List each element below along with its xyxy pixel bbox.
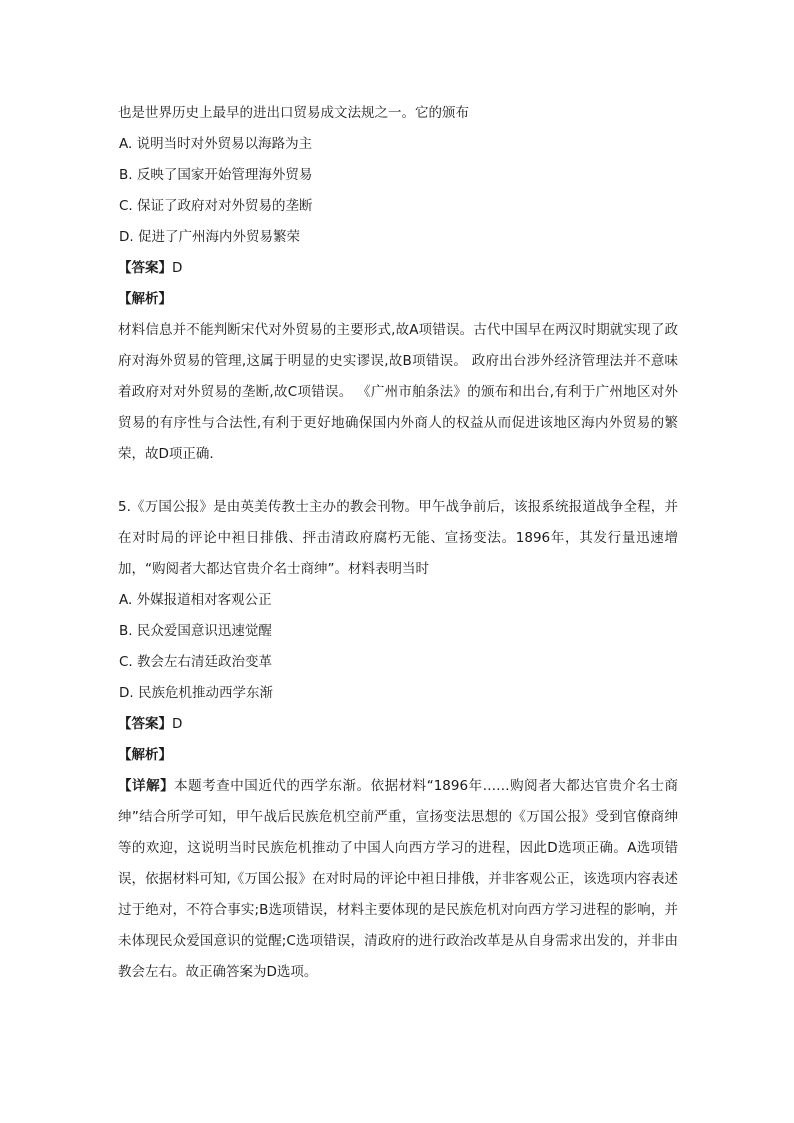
q4-answer-value: D: [172, 260, 183, 276]
q5-option-b: B. 民众爱国意识迅速觉醒: [119, 623, 272, 639]
q4-analysis-text: 材料信息并不能判断宋代对外贸易的主要形式,故A项错误。古代中国早在两汉时期就实现了政府对海外贸易的管理,这属于明显的史实谬误,故B项错误。 政府出台涉外经济管理法并不意味着政府对对外贸易的垄断,故C项错误。 《广州市舶条法》的颁布和出台,有利于广州地区对外贸易的有序性与合法性,有利于更好地确保国内外商人的权益从而促进该地区海内外贸易的繁荣，故D项正确.: [118, 322, 678, 462]
q5-answer-tag: 【答案】: [118, 716, 172, 732]
q4-analysis-tag: 【解析】: [118, 291, 172, 307]
q5-detail-tag: 【详解】: [118, 778, 175, 794]
q5-analysis-tag: 【解析】: [118, 747, 172, 763]
q5-option-c: C. 教会左右清廷政治变革: [119, 654, 273, 670]
document-page: [118, 98, 678, 988]
q4-option-c: C. 保证了政府对对外贸易的垄断: [119, 198, 313, 214]
q4-stem-tail: 也是世界历史上最早的进出口贸易成文法规之一。它的颁布: [118, 105, 469, 121]
q4-option-b: B. 反映了国家开始管理海外贸易: [119, 167, 313, 183]
q5-option-a: A. 外媒报道相对客观公正: [119, 592, 272, 608]
q5-stem: 5.《万国公报》是由英美传教士主办的教会刊物。甲午战争前后，该报系统报道战争全程，并在对时局的评论中袒日排俄、抨击清政府腐朽无能、宣扬变法。1896年，其发行量迅速增加，“购阅者大都达官贵介名士商绅”。材料表明当时: [118, 499, 678, 577]
q4-option-a: A. 说明当时对外贸易以海路为主: [119, 136, 313, 152]
q5-answer: [118, 709, 678, 740]
q5-detail: [118, 771, 678, 988]
question-spacer: [118, 470, 678, 492]
q4-analysis-heading: [118, 284, 678, 315]
q5-detail-text: 本题考查中国近代的西学东渐。依据材料“1896年……购阅者大都达官贵介名士商绅”结合所学可知，甲午战后民族危机空前严重，宣扬变法思想的《万国公报》受到官僚商绅等的欢迎，这说明当时民族危机推动了中国人向西方学习的进程，因此D选项正确。A选项错误，依据材料可知,《万国公报》在对时局的评论中袒日排俄，并非客观公正，该选项内容表述过于绝对，不符合事实;B选项错误，材料主要体现的是民族危机对向西方学习进程的影响，并未体现民众爱国意识的觉醒;C选项错误，清政府的进行政治改革是从自身需求出发的，并非由教会左右。故正确答案为D选项。: [118, 778, 679, 980]
q5-option-d: D. 民族危机推动西学东渐: [119, 685, 273, 701]
q5-analysis-heading: [118, 740, 678, 771]
q4-option-d: D. 促进了广州海内外贸易繁荣: [119, 229, 300, 245]
q5-answer-value: D: [172, 716, 183, 732]
q4-answer-tag: 【答案】: [118, 260, 172, 276]
q4-answer: [118, 253, 678, 284]
